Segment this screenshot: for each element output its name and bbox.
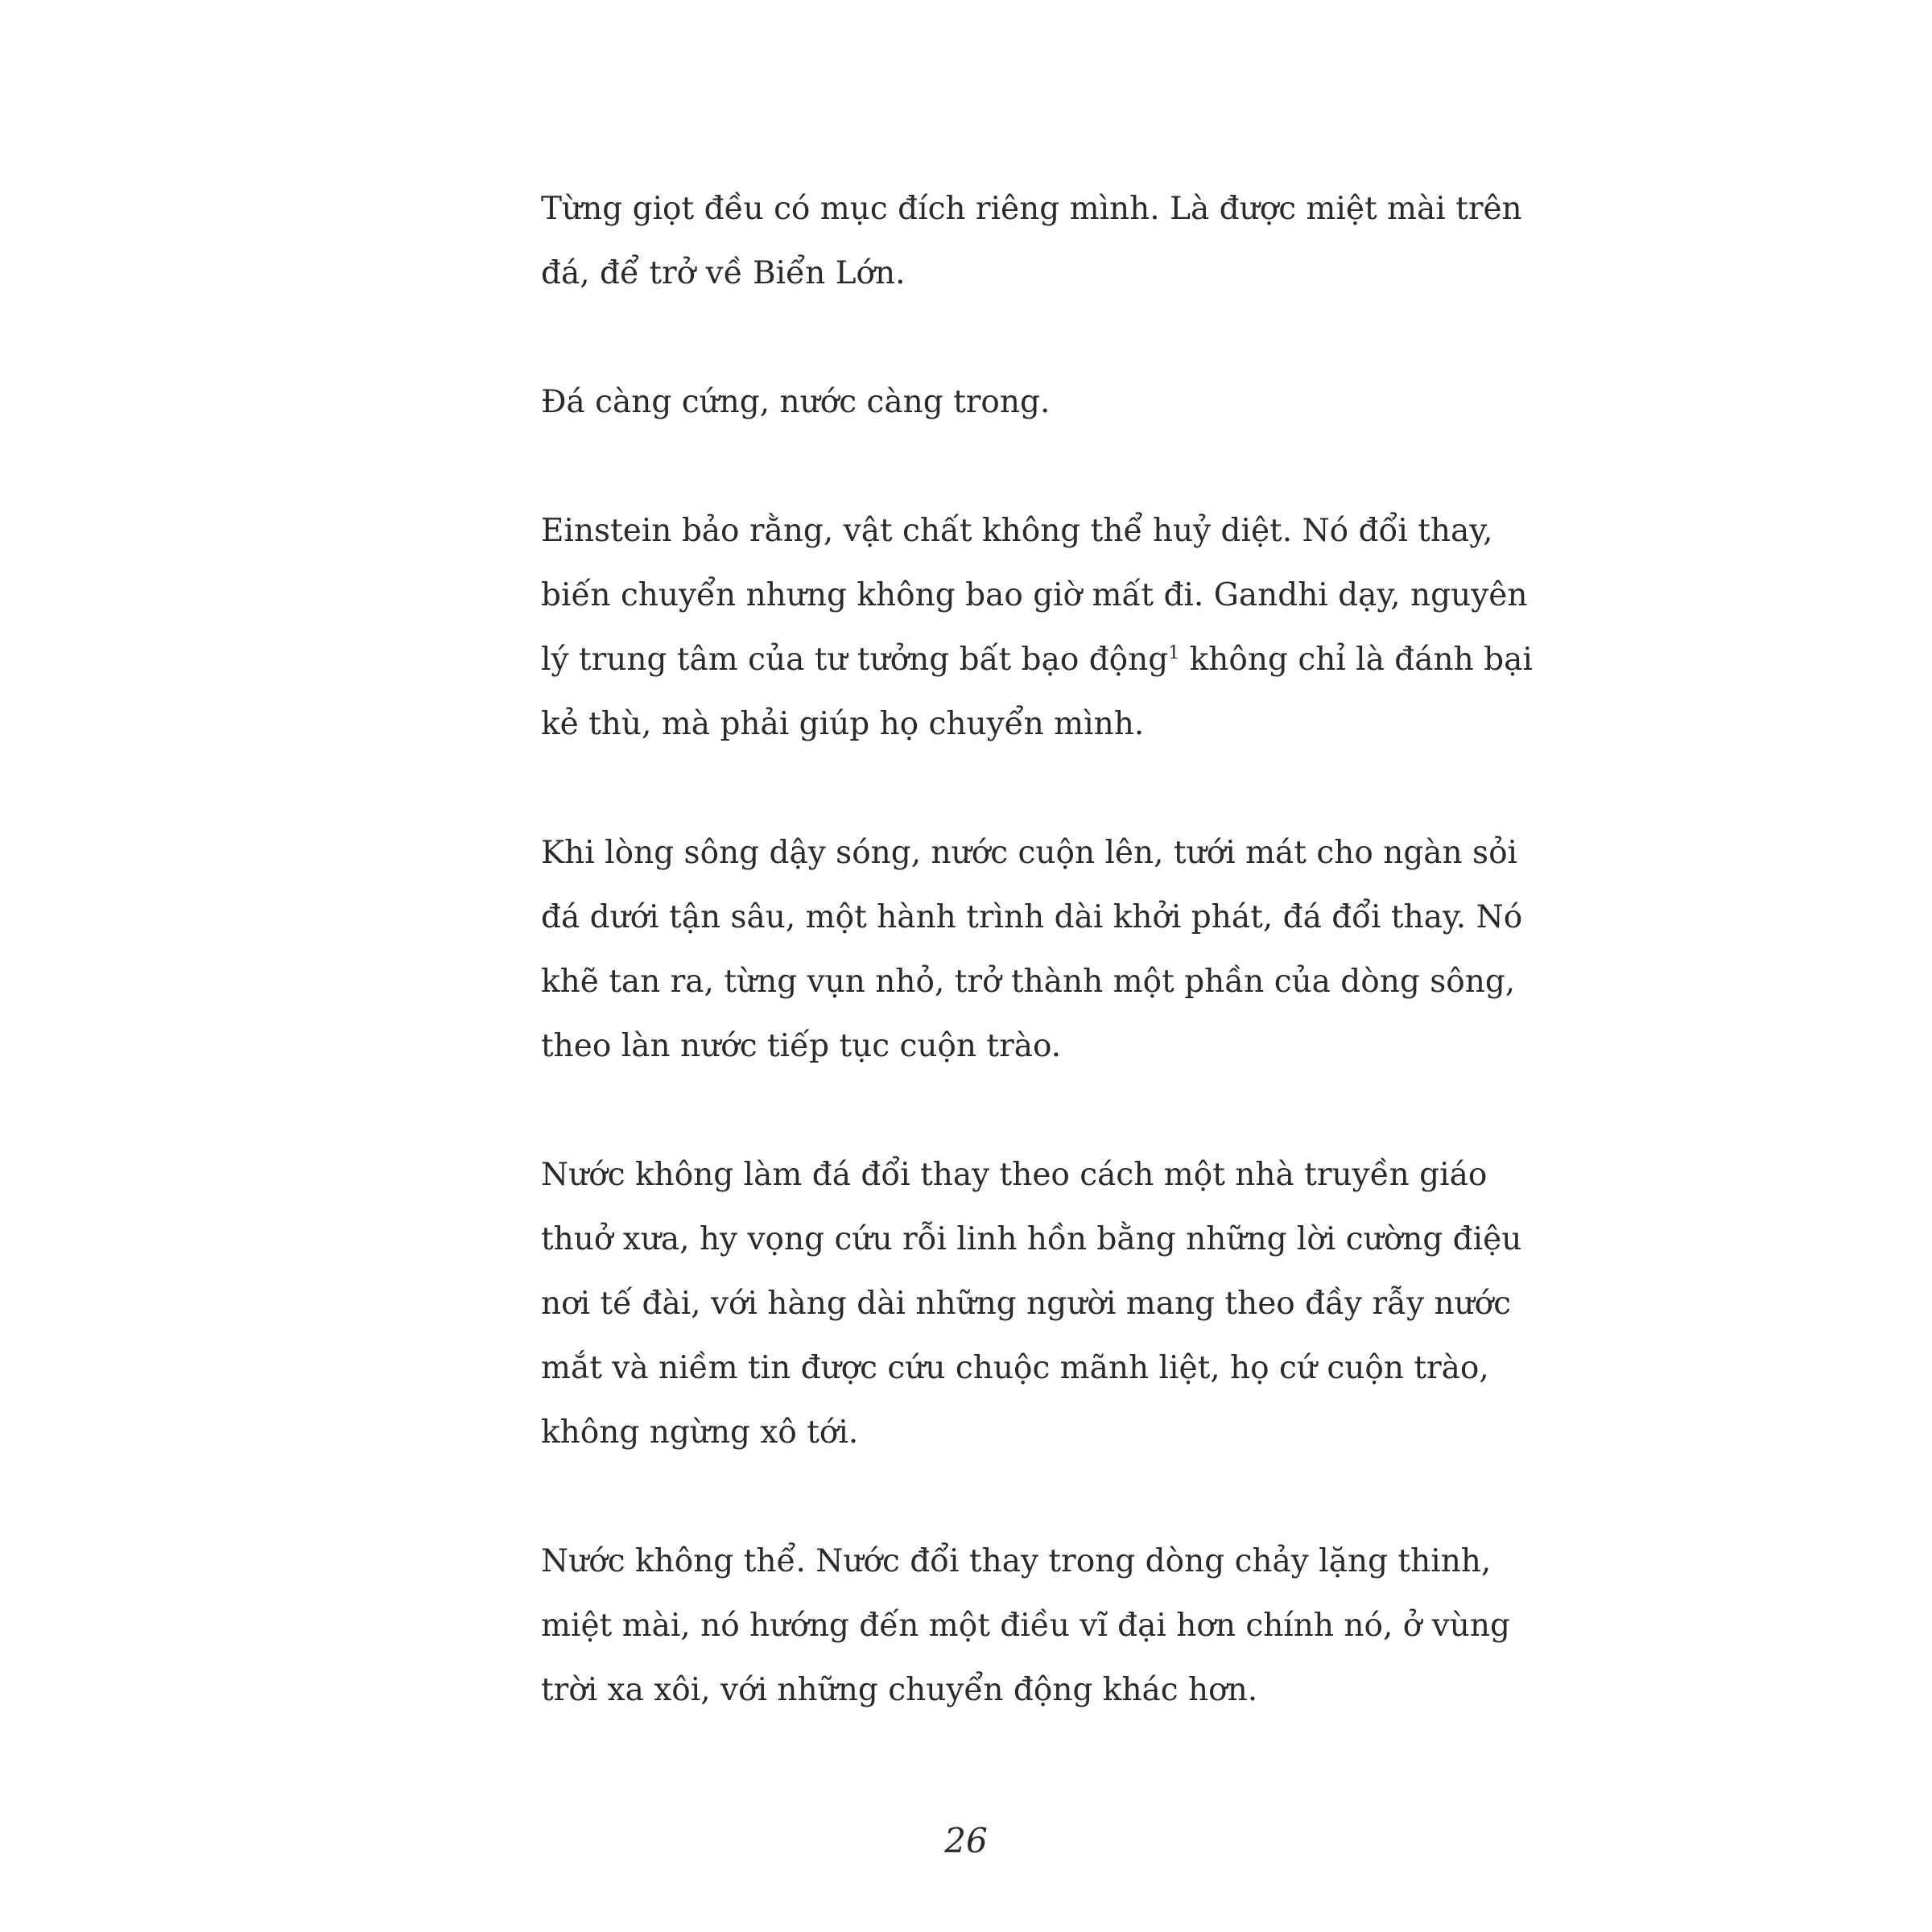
text-line: Từng giọt đều có mục đích riêng mình. Là được miệt mài trên bbox=[541, 191, 1522, 227]
text-line: Einstein bảo rằng, vật chất không thể huỷ diệt. Nó đổi thay, bbox=[541, 513, 1493, 549]
text-line: không ngừng xô tới. bbox=[541, 1414, 859, 1451]
body-text bbox=[541, 177, 1533, 1787]
text-line: nơi tế đài, với hàng dài những người mang theo đầy rẫy nước bbox=[541, 1286, 1512, 1322]
paragraph-1 bbox=[541, 177, 1522, 306]
text-line: Đá càng cứng, nước càng trong. bbox=[541, 384, 1051, 420]
text-line-with-footnote bbox=[541, 628, 1533, 692]
footnote-marker[interactable]: 1 bbox=[1168, 643, 1180, 663]
text-line: theo làn nước tiếp tục cuộn trào. bbox=[541, 1028, 1062, 1064]
text-line: Khi lòng sông dậy sóng, nước cuộn lên, tưới mát cho ngàn sỏi bbox=[541, 835, 1518, 871]
paragraph-3 bbox=[541, 499, 1533, 757]
paragraph-4 bbox=[541, 821, 1523, 1079]
paragraph-5 bbox=[541, 1143, 1522, 1465]
text-line: đá, để trở về Biển Lớn. bbox=[541, 255, 906, 291]
text-line: Nước không thể. Nước đổi thay trong dòng chảy lặng thinh, bbox=[541, 1543, 1492, 1579]
page-number: 26 bbox=[944, 1821, 988, 1860]
text-line: đá dưới tận sâu, một hành trình dài khởi phát, đá đổi thay. Nó bbox=[541, 899, 1523, 935]
text-line: biến chuyển nhưng không bao giờ mất đi. Gandhi dạy, nguyên bbox=[541, 577, 1528, 613]
text-line: thuở xưa, hy vọng cứu rỗi linh hồn bằng những lời cường điệu bbox=[541, 1221, 1522, 1257]
text-line-start: lý trung tâm của tư tưởng bất bạo động bbox=[541, 642, 1169, 678]
text-line: kẻ thù, mà phải giúp họ chuyển mình. bbox=[541, 706, 1145, 742]
text-line: khẽ tan ra, từng vụn nhỏ, trở thành một phần của dòng sông, bbox=[541, 964, 1516, 1000]
text-line-end: không chỉ là đánh bại bbox=[1189, 642, 1533, 678]
text-line: Nước không làm đá đổi thay theo cách một nhà truyền giáo bbox=[541, 1157, 1488, 1193]
text-line: miệt mài, nó hướng đến một điều vĩ đại hơn chính nó, ở vùng bbox=[541, 1608, 1510, 1644]
paragraph-6 bbox=[541, 1530, 1510, 1723]
text-line: mắt và niềm tin được cứu chuộc mãnh liệt, họ cứ cuộn trào, bbox=[541, 1350, 1489, 1386]
paragraph-2 bbox=[541, 370, 1426, 435]
text-line: trời xa xôi, với những chuyển động khác hơn. bbox=[541, 1672, 1258, 1708]
